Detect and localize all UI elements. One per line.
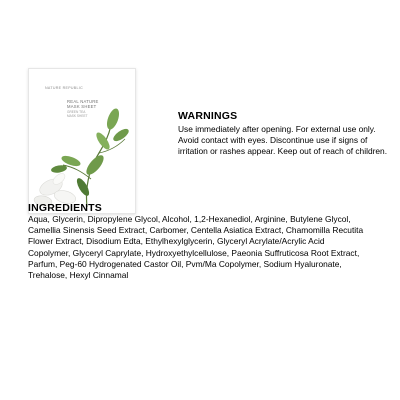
- mask-sheet-package: [28, 68, 136, 214]
- brand-name: NATURE REPUBLIC: [45, 86, 83, 90]
- product-variant: [67, 110, 88, 118]
- green-tea-illustration: [29, 69, 135, 213]
- ingredients-text: Aqua, Glycerin, Dipropylene Glycol, Alcohol, 1,2-Hexanediol, Arginine, Butylene Glycol, Camellia Sinensis Seed Extract, Carbomer, Centella Asiatica Extract, Chamomilla Recutita Flower Extract, Disodium Edta, Ethylhexylglycerin, Glyceryl Acrylate/Acrylic Acid Copolymer, Glyceryl Caprylate, Hydroxyethylcellulose, Paeonia Suffruticosa Root Extract, Parfum, Peg-60 Hydrogenated Castor Oil, Pvm/Ma Copolymer, Sodium Hyaluronate, Trehalose, Hexyl Cinnamal: [28, 214, 364, 281]
- warnings-heading: WARNINGS: [178, 110, 238, 122]
- product-variant-line1: GREEN TEA: [67, 110, 86, 114]
- ingredients-heading: INGREDIENTS: [28, 202, 102, 214]
- product-name-line2: MASK SHEET: [67, 104, 97, 109]
- warnings-text: Use immediately after opening. For external use only. Avoid contact with eyes. Discontinue use if signs of irritation or rashes appear. Keep out of reach of children.: [178, 124, 388, 157]
- product-name-line1: REAL NATURE: [67, 99, 99, 104]
- product-name: [67, 99, 99, 109]
- product-variant-line2: MASK SHEET: [67, 114, 88, 118]
